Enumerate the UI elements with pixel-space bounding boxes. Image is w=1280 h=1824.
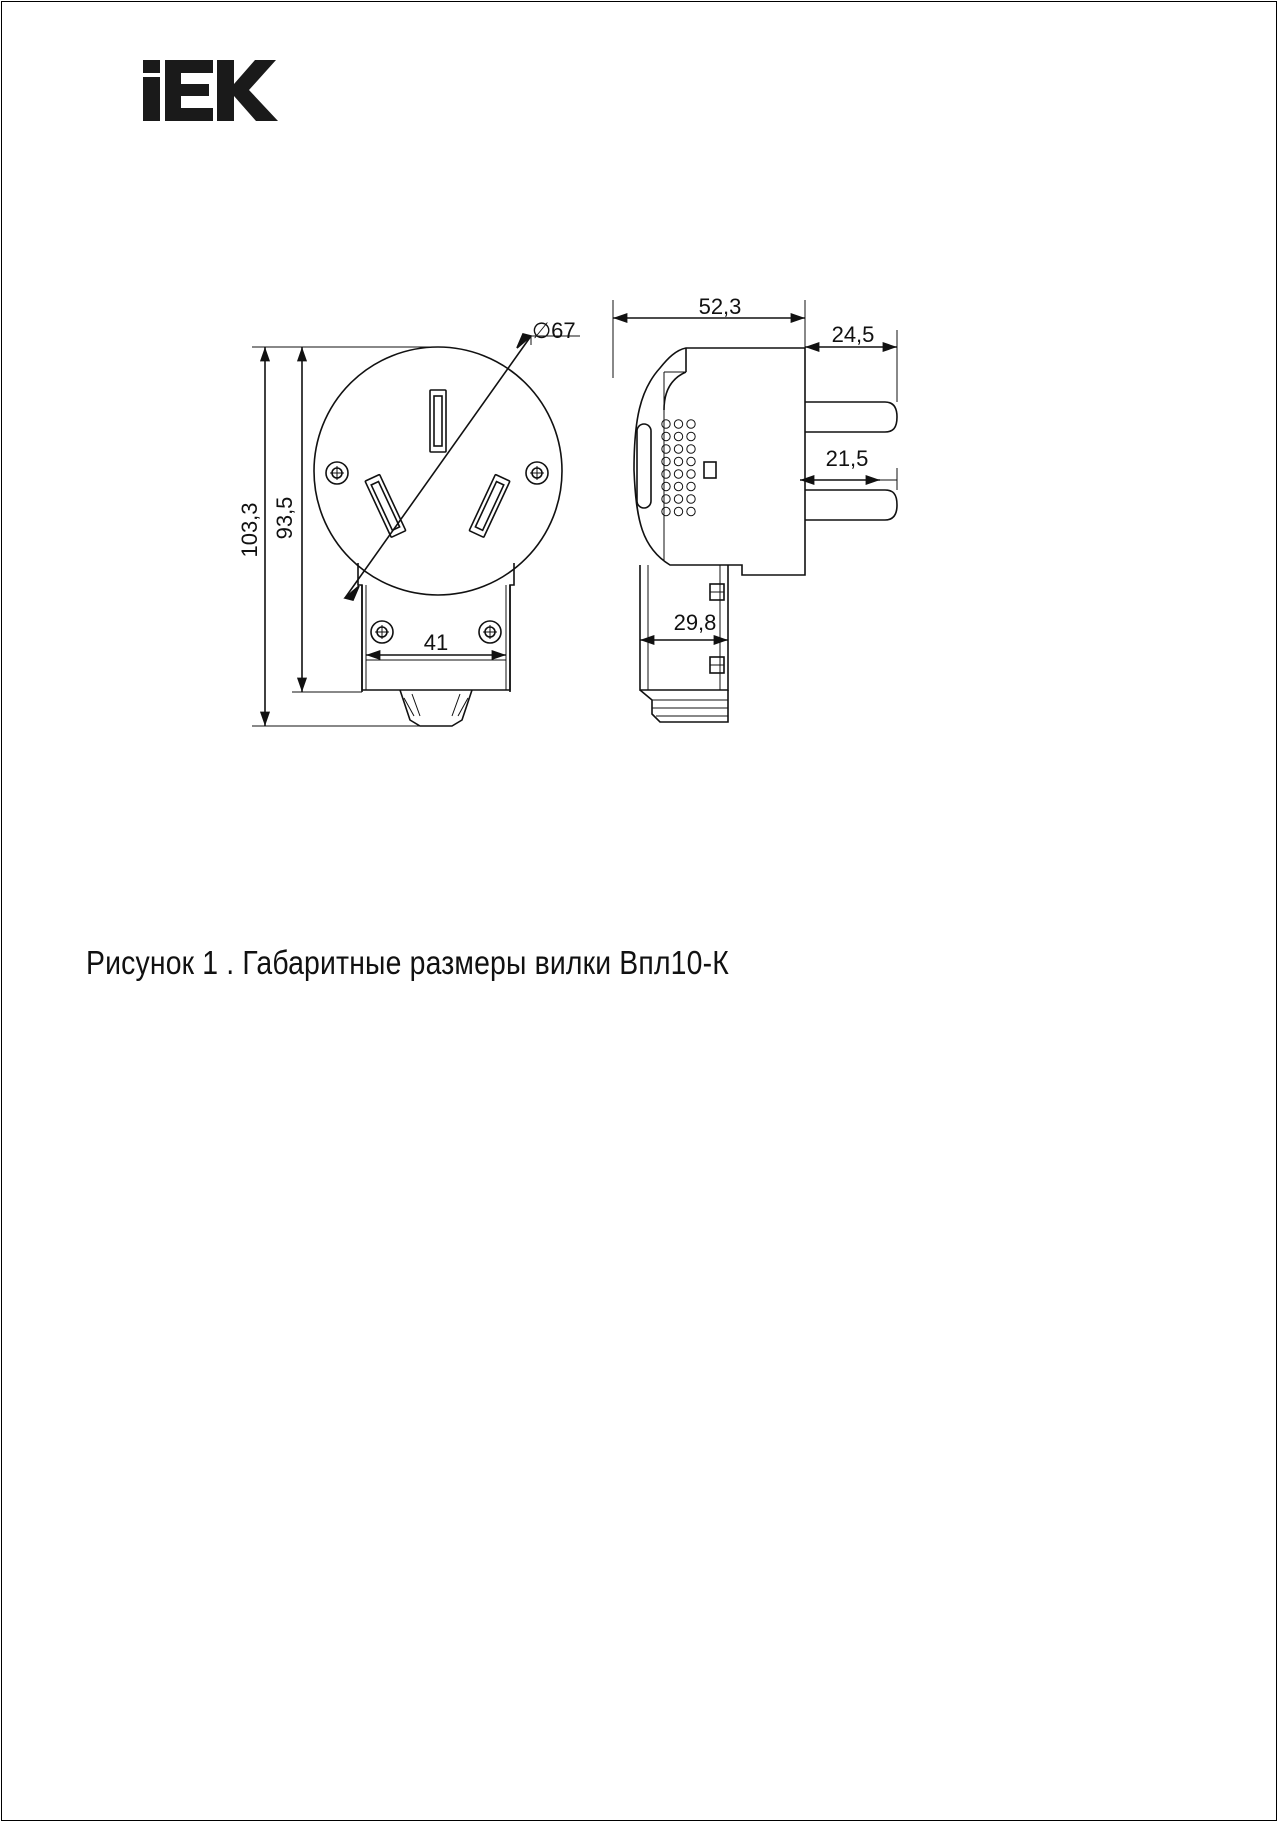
side-view (613, 300, 897, 722)
dim-overall-height: 103,3 (237, 502, 262, 558)
vent-dot (687, 482, 695, 490)
vent-dot (687, 470, 695, 478)
vent-dot (662, 445, 670, 453)
pin-slot-left (365, 474, 406, 537)
vent-dot (674, 445, 682, 453)
dim-side-terminal-width: 29,8 (673, 610, 717, 635)
dim-terminal-width: 41 (423, 630, 449, 655)
dim-pin-spacing: 21,5 (825, 446, 869, 471)
side-cable-grip (640, 690, 728, 722)
vent-dot (662, 457, 670, 465)
vent-dot (662, 482, 670, 490)
vent-dot (687, 507, 695, 515)
vent-dot (674, 507, 682, 515)
vent-dot (687, 457, 695, 465)
vent-dot (687, 420, 695, 428)
vent-dot (674, 420, 682, 428)
pin-slot-top (430, 390, 446, 452)
side-housing (634, 348, 805, 575)
screw-right (526, 462, 548, 484)
vent-dot (662, 420, 670, 428)
vent-dot (687, 432, 695, 440)
cable-grip (400, 690, 472, 726)
pin-slot-right (469, 474, 510, 537)
vent-dot (662, 495, 670, 503)
vent-dot (662, 432, 670, 440)
terminal-screw-left (371, 621, 393, 643)
vent-dot (674, 482, 682, 490)
vent-dot (674, 457, 682, 465)
terminal-screw-right (479, 621, 501, 643)
pin-upper (805, 402, 897, 432)
screw-left (326, 462, 348, 484)
dim-body-height: 93,5 (272, 496, 297, 540)
vent-dot (687, 495, 695, 503)
dim-pin-length: 24,5 (831, 322, 875, 347)
pin-lower (805, 490, 897, 520)
plug-body-circle (314, 347, 562, 595)
vent-dot-grid (662, 420, 695, 516)
front-view (252, 334, 580, 726)
grip-slot (637, 424, 651, 508)
dim-depth: 52,3 (698, 294, 742, 319)
vent-dot (687, 445, 695, 453)
vent-dot (662, 507, 670, 515)
vent-dot (662, 470, 670, 478)
vent-dot (674, 495, 682, 503)
figure-caption: Рисунок 1 . Габаритные размеры вилки Впл10-К (86, 944, 729, 981)
vent-dot (674, 470, 682, 478)
vent-dot (674, 432, 682, 440)
dim-diameter: ∅67 (532, 318, 576, 343)
